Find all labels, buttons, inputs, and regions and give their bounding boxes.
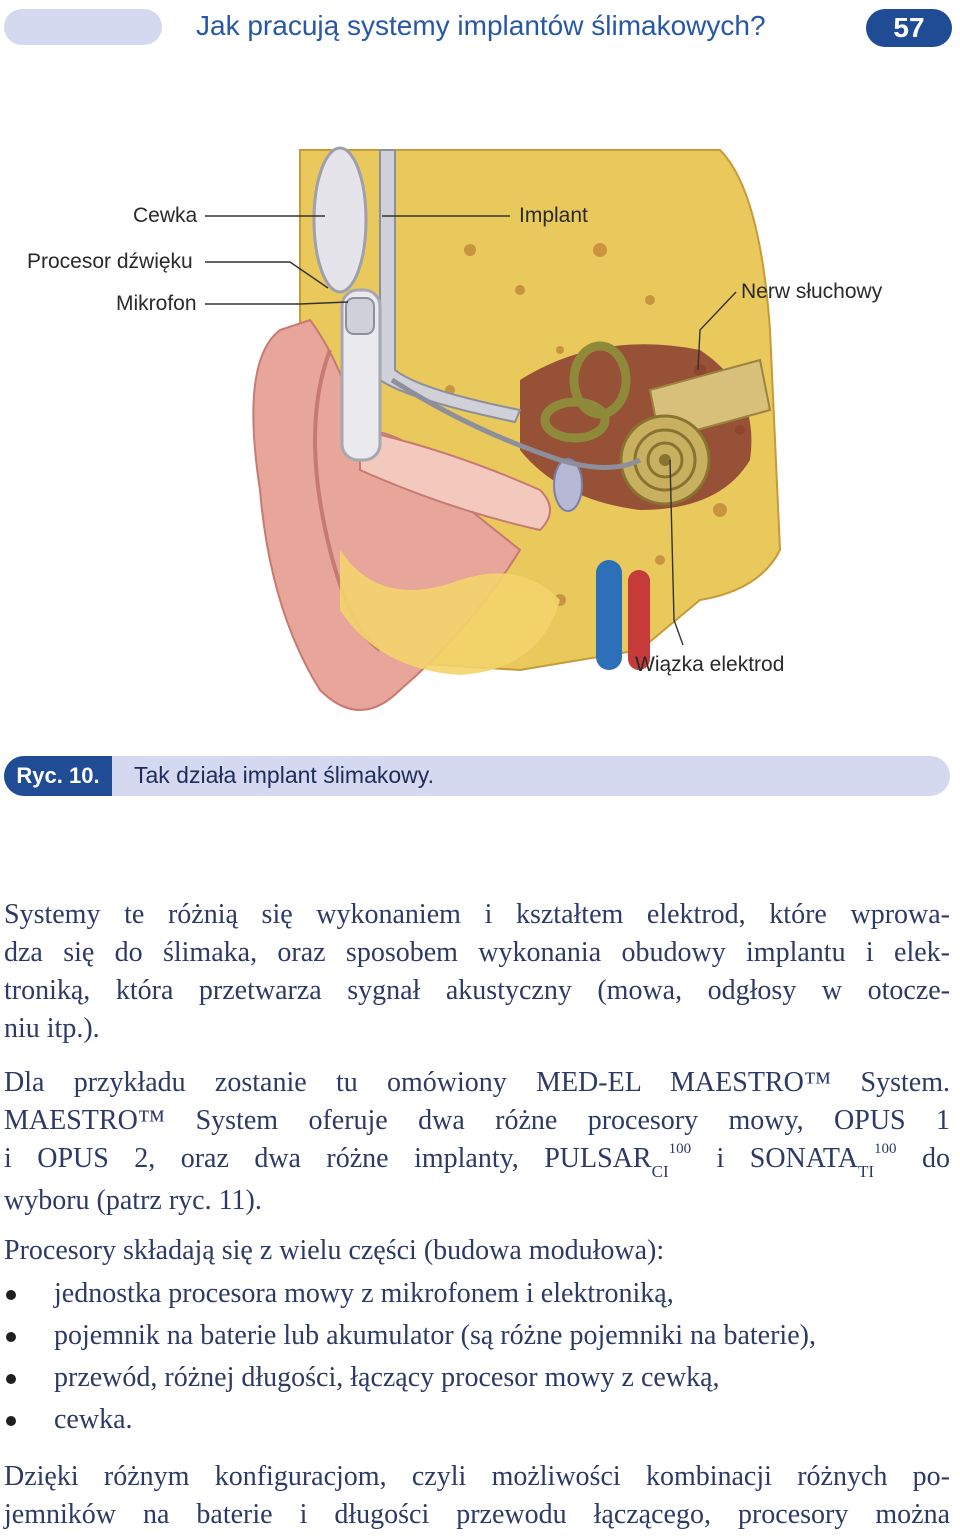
text-segment: i SONATA (691, 1143, 858, 1174)
bullet-icon (6, 1290, 16, 1300)
list-item (4, 1357, 950, 1399)
paragraph-1 (4, 896, 950, 1048)
paragraph-line: Systemy te różnią się wykonaniem i kształtem elektrod, które wprowa- (4, 899, 950, 930)
superscript: 100 (668, 1141, 692, 1157)
running-header-title: Jak pracują systemy implantów ślimakowych? (196, 10, 766, 41)
bullet-icon (6, 1416, 16, 1426)
header-decoration (4, 9, 162, 45)
paragraph-line: MAESTRO™ System oferuje dwa różne procesory mowy, OPUS 1 (4, 1105, 950, 1136)
coil (314, 148, 366, 292)
paragraph-line: Dzięki różnym konfiguracjom, czyli możliwości kombinacji różnych po- (4, 1461, 950, 1492)
text-segment: i OPUS 2, oraz dwa różne implanty, PULSAR (4, 1143, 652, 1174)
list-item (4, 1315, 950, 1357)
list-item (4, 1399, 950, 1441)
label-processor: Procesor dźwięku (27, 250, 193, 273)
list-item-text: przewód, różnej długości, łączący procesor mowy z cewką, (54, 1362, 720, 1393)
subscript: CI (651, 1162, 669, 1181)
figure-number: Ryc. 10. (4, 756, 112, 796)
list-item-text: jednostka procesora mowy z mikrofonem i elektroniką, (54, 1278, 674, 1309)
paragraph-line-with-models (4, 1140, 950, 1182)
label-coil: Cewka (133, 204, 198, 227)
paragraph-4 (4, 1458, 950, 1534)
page-number: 57 (866, 9, 952, 47)
list-item-text: pojemnik na baterie lub akumulator (są różne pojemniki na baterie), (54, 1320, 816, 1351)
paragraph-line: wyboru (patrz ryc. 11). (4, 1185, 262, 1216)
component-list (4, 1273, 950, 1441)
paragraph-3 (4, 1232, 950, 1270)
paragraph-line: troniką, która przetwarza sygnał akustyczny (mowa, odgłosy w otocze- (4, 975, 950, 1006)
bullet-icon (6, 1374, 16, 1384)
label-microphone: Mikrofon (116, 292, 197, 315)
label-auditory-nerve: Nerw słuchowy (741, 280, 883, 303)
figure-caption: Tak działa implant ślimakowy. (134, 762, 434, 788)
list-item (4, 1273, 950, 1315)
label-implant: Implant (519, 204, 588, 227)
subscript: TI (858, 1162, 875, 1181)
label-electrode-array: Wiązka elektrod (635, 653, 785, 676)
ear-implant-illustration (0, 130, 960, 740)
paragraph-line: Procesory składają się z wielu części (budowa modułowa): (4, 1235, 665, 1266)
vein (596, 560, 622, 670)
microphone-part (346, 298, 374, 334)
text-segment: do (896, 1143, 950, 1174)
paragraph-line: jemników na baterie i długości przewodu łączącego, procesory można (4, 1499, 950, 1530)
paragraph-line: dza się do ślimaka, oraz sposobem wykonania obudowy implantu i elek- (4, 937, 950, 968)
paragraph-line: niu itp.). (4, 1013, 100, 1044)
paragraph-2 (4, 1064, 950, 1220)
bullet-icon (6, 1332, 16, 1342)
list-item-text: cewka. (54, 1404, 133, 1435)
superscript: 100 (874, 1141, 897, 1157)
paragraph-line: Dla przykładu zostanie tu omówiony MED-EL MAESTRO™ System. (4, 1067, 950, 1098)
